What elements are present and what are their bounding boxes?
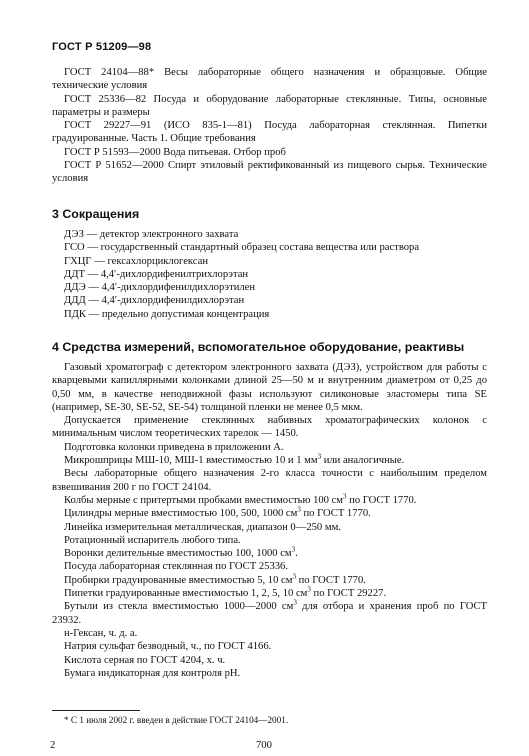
abbreviation-item: ГХЦГ — гексахлорциклогексан <box>64 255 209 267</box>
superscript: 3 <box>291 545 296 554</box>
footnote-divider <box>52 710 140 711</box>
paragraph: н-Гексан, ч. д. а. <box>64 627 138 639</box>
page-number: 2 <box>50 740 56 751</box>
paragraph: Допускается применение стеклянных набивных хроматографических колонок с минимальным числом теоретических тарелок — 1450. <box>52 415 487 440</box>
abbreviations-list <box>52 228 487 321</box>
paragraph: Воронки делительные вместимостью 100, 1000 $см^3$. <box>64 545 298 560</box>
paragraph: Цилиндры мерные вместимостью 100, 500, 1000 $см^3$ по ГОСТ 1770. <box>64 505 371 520</box>
paragraph: Пробирки градуированные вместимостью 5, 10 $см^3$ по ГОСТ 1770. <box>64 572 366 586</box>
section-3-heading: 3 Сокращения <box>52 207 140 221</box>
paragraph: Линейка измерительная металлическая, диапазон 0—250 мм. <box>64 521 341 533</box>
references-list <box>52 66 487 186</box>
section-4-body <box>52 361 487 680</box>
paragraph: Натрия сульфат безводный, ч., по ГОСТ 4166. <box>64 641 272 653</box>
superscript: 3 <box>297 505 301 514</box>
superscript: 3 <box>292 572 296 581</box>
abbreviation-item: ПДК — предельно допустимая концентрация <box>64 308 270 320</box>
document-header: ГОСТ Р 51209—98 <box>52 41 152 53</box>
paragraph: Газовый хроматограф с детектором электронного захвата (ДЭЗ), устройством для работы с кварцевыми капиллярными колонками длиной 25—50 м и внутренним диаметром от 0,25 до 0,50 мм, в качестве неподвижной фазы используют силиконовые эластомеры типа SE (например, SE-30, SE-52, SE-54) толщиной пленки не менее 0,5 мкм. <box>52 362 487 413</box>
paragraph: Бумага индикаторная для контроля рН. <box>64 667 241 679</box>
abbreviation-item: ДДД — 4,4′-дихлордифенилдихлорэтан <box>64 295 245 307</box>
paragraph: Колбы мерные с притертыми пробками вместимостью 100 $см^3$ по ГОСТ 1770. <box>64 492 417 506</box>
reference-item: ГОСТ Р 51593—2000 Вода питьевая. Отбор проб <box>64 146 286 158</box>
superscript: 3 <box>343 492 347 501</box>
reference-item: ГОСТ 25336—82 Посуда и оборудование лабораторные стеклянные. Типы, основные параметры и размеры <box>52 93 487 118</box>
superscript: 3 <box>317 452 322 461</box>
sheet-number: 700 <box>256 740 272 751</box>
reference-item: ГОСТ Р 51652—2000 Спирт этиловый ректификованный из пищевого сырья. Технические условия <box>52 160 487 185</box>
paragraph: Весы лабораторные общего назначения 2-го класса точности с наибольшим пределом взвешивания 200 г по ГОСТ 24104. <box>52 468 487 493</box>
paragraph: Кислота серная по ГОСТ 4204, х. ч. <box>64 654 226 666</box>
superscript: 3 <box>307 585 311 594</box>
paragraph: Подготовка колонки приведена в приложении А. <box>64 441 284 453</box>
paragraph: Пипетки градуированные вместимостью 1, 2, 5, 10 $см^3$ по ГОСТ 29227. <box>64 585 387 600</box>
abbreviation-item: ДЭЗ — детектор электронного захвата <box>64 229 239 240</box>
paragraph: Ротационный испаритель любого типа. <box>64 534 241 546</box>
paragraph: Посуда лабораторная стеклянная по ГОСТ 25336. <box>64 561 288 573</box>
paragraph: Бутыли из стекла вместимостью 1000—2000 $см^3$ для отбора и хранения проб по ГОСТ 23932. <box>52 598 488 626</box>
section-4-heading: 4 Средства измерений, вспомогательное оборудование, реактивы <box>52 340 465 354</box>
abbreviation-item: ДДЭ — 4,4′-дихлордифенилдихлорэтилен <box>64 282 256 294</box>
superscript: 3 <box>293 598 297 607</box>
footnote: * С 1 июля 2002 г. введен в действие ГОСТ 24104—2001. <box>64 715 289 725</box>
abbreviation-item: ДДТ — 4,4′-дихлордифенилтрихлорэтан <box>64 268 249 280</box>
paragraph: Микрошприцы МШ-10, МШ-1 вместимостью 10 и 1 $мм^3$ или аналогичные. <box>64 452 405 467</box>
abbreviation-item: ГСО — государственный стандартный образец состава вещества или раствора <box>64 242 420 254</box>
reference-item: ГОСТ 24104—88* Весы лабораторные общего назначения и образцовые. Общие технические условия <box>52 67 487 92</box>
reference-item: ГОСТ 29227—91 (ИСО 835-1—81) Посуда лабораторная стеклянная. Пипетки градуированные. Часть 1. Общие требования <box>52 120 487 145</box>
